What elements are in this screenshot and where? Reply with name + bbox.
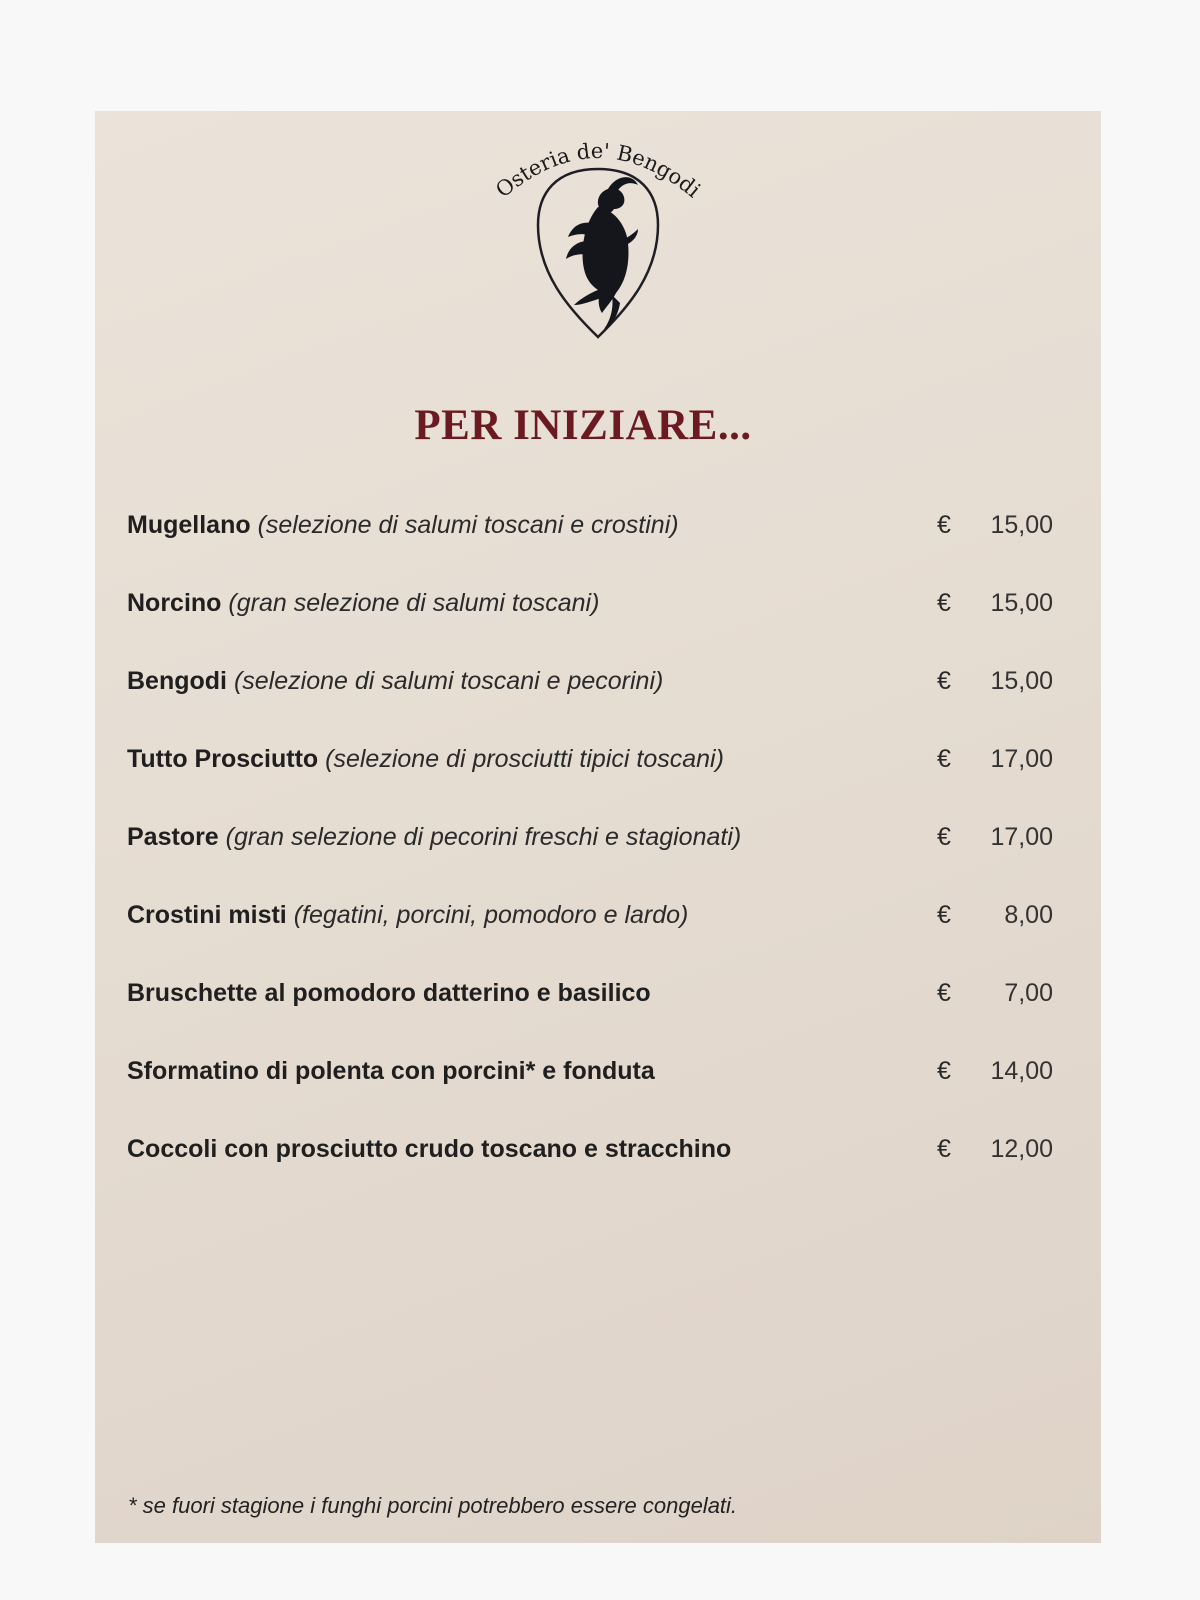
item-currency: € (937, 901, 951, 929)
item-price: 15,00 (990, 511, 1053, 539)
item-name: Pastore (127, 823, 219, 851)
menu-item (127, 1129, 1053, 1207)
menu-item (127, 739, 1053, 817)
restaurant-logo (480, 123, 716, 353)
menu-item (127, 973, 1053, 1051)
item-description: (selezione di salumi toscani e crostini) (257, 511, 679, 539)
item-name: Coccoli con prosciutto crudo toscano e stracchino (127, 1135, 732, 1163)
item-name: Sformatino di polenta con porcini* e fonduta (127, 1057, 655, 1085)
menu-item (127, 661, 1053, 739)
menu-item (127, 505, 1053, 583)
menu-item (127, 583, 1053, 661)
menu-item (127, 1051, 1053, 1129)
menu-item (127, 817, 1053, 895)
item-currency: € (937, 589, 951, 617)
menu-items-list (127, 505, 1053, 1207)
menu-card (95, 111, 1101, 1543)
section-title: PER INIZIARE... (414, 402, 752, 449)
item-currency: € (937, 511, 951, 539)
item-name: Bruschette al pomodoro datterino e basilico (127, 979, 651, 1007)
item-price: 15,00 (990, 667, 1053, 695)
item-description: (gran selezione di salumi toscani) (228, 589, 600, 617)
item-description: (gran selezione di pecorini freschi e stagionati) (225, 823, 742, 851)
item-currency: € (937, 745, 951, 773)
item-name: Crostini misti (127, 901, 287, 929)
item-price: 17,00 (990, 745, 1053, 773)
item-name: Tutto Prosciutto (127, 745, 319, 773)
item-price: 12,00 (990, 1135, 1053, 1163)
item-price: 14,00 (990, 1057, 1053, 1085)
logo-text: Osteria de' Bengodi (491, 138, 706, 203)
item-name: Norcino (127, 589, 222, 617)
item-currency: € (937, 979, 951, 1007)
item-currency: € (937, 667, 951, 695)
item-description: (selezione di salumi toscani e pecorini) (233, 667, 664, 695)
rampant-goat-shield-icon (480, 123, 716, 353)
item-description: (fegatini, porcini, pomodoro e lardo) (293, 901, 689, 929)
item-currency: € (937, 1057, 951, 1085)
item-price: 17,00 (990, 823, 1053, 851)
item-currency: € (937, 1135, 951, 1163)
item-price: 15,00 (990, 589, 1053, 617)
footnote: * se fuori stagione i funghi porcini potrebbero essere congelati. (128, 1493, 738, 1518)
item-name: Bengodi (127, 667, 227, 695)
item-price: 8,00 (1004, 901, 1053, 929)
item-currency: € (937, 823, 951, 851)
item-name: Mugellano (127, 511, 251, 539)
item-price: 7,00 (1004, 979, 1053, 1007)
item-description: (selezione di prosciutti tipici toscani) (325, 745, 724, 773)
menu-item (127, 895, 1053, 973)
